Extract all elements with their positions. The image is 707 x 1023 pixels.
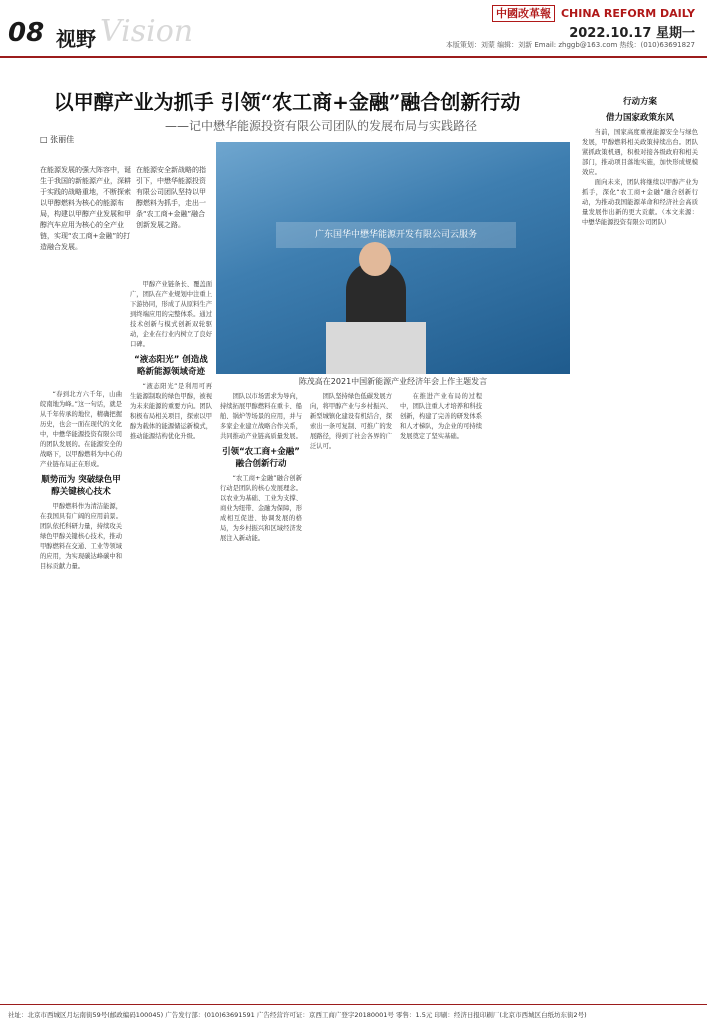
- col3-intro: 团队以市场需求为导向，持续拓展甲醇燃料在重卡、船舶、锅炉等场景的应用，并与多家企业建立战略合作关系，共同推动产业链高质量发展。: [220, 393, 302, 440]
- column-6: [582, 92, 698, 998]
- col1-intro: “春到北方六千年，山曲皖南地为峰。”这一句话，就是从千年传承的地位，精确把握历史，也会一面在现代的文化中，中懋华能源投资有限公司的团队发展的。在能源安全的战略下，以甲醇燃料为中心的产业链布局正在形成。: [40, 391, 122, 468]
- article-title: 以甲醇产业为抓手 引领“农工商+金融”融合创新行动: [53, 90, 521, 114]
- article-author: □ 张丽佳: [40, 135, 75, 144]
- section-name: 视野: [56, 27, 96, 51]
- header-divider: [0, 56, 707, 58]
- column-3: [220, 392, 302, 1000]
- column-2: [130, 280, 212, 1000]
- abstract-2: 在能源安全新战略的指引下，中懋华能源投资有限公司团队坚持以甲醇燃料为抓手，走出一条“农工商+金融”融合创新发展之路。: [136, 166, 206, 229]
- podium: [326, 322, 426, 374]
- brand-cn: 中國改革報: [492, 5, 555, 22]
- col6-heading-2: 借力国家政策东风: [605, 113, 674, 123]
- page-number: 08: [8, 18, 45, 48]
- col3-heading: 引领“农工商+金融” 融合创新行动: [222, 447, 300, 469]
- col7-text: 面向未来，团队将继续以甲醇产业为抓手，深化“农工商+金融”融合创新行动，为推动我国能源革命和经济社会高质量发展作出新的更大贡献。（本文来源：中懋华能源投资有限公司团队）: [582, 179, 698, 226]
- issue-date: 2022.10.17 星期一: [569, 26, 695, 41]
- col2-intro: 甲醇产业链条长、覆盖面广，团队在产业规划中注重上下游协同，形成了从原料生产到终端应用的完整体系。通过技术创新与模式创新双轮驱动，企业在行业内树立了良好口碑。: [130, 281, 212, 348]
- article-subtitle: ——记中懋华能源投资有限公司团队的发展布局与实践路径: [165, 119, 478, 133]
- col2-body: “液态阳光”是利用可再生能源制取的绿色甲醇，被视为未来能源的重要方向。团队积极布局相关项目，探索以甲醇为载体的能源储运新模式，推动能源结构优化升级。: [130, 383, 212, 440]
- speaker-head: [359, 242, 391, 276]
- col4-text: 团队坚持绿色低碳发展方向，将甲醇产业与乡村振兴、新型城镇化建设有机结合，探索出一条可复制、可推广的发展路径，得到了社会各界的广泛认可。: [310, 393, 392, 450]
- column-5: [400, 392, 482, 1000]
- abstract-1: 在能源发展的强大阵容中，诞生于我国的新能源产业，深耕于实践的战略重地，不断探索以甲醇燃料为核心的能源布局，构建以甲醇产业发展和甲醇汽车应用为核心的全产业链，实现“农工商+金融”的打造融合发展。: [40, 166, 131, 251]
- section-name-en: Vision: [100, 14, 194, 49]
- col2-heading: “液态阳光” 创造战略新能源领域奇迹: [134, 355, 208, 377]
- newspaper-brand: [492, 5, 695, 21]
- page-footer: 社址：北京市西城区月坛南街59号(邮政编码100045) 广告发行部：(010)63691591 广告经营许可证：京西工商广登字20180001号 零售：1.5元 印刷：经济日报印刷厂(北京市西城区白纸坊东街2号): [0, 1004, 707, 1023]
- col6-heading-1: 行动方案: [622, 97, 657, 107]
- page-header: [0, 0, 707, 56]
- column-1: [40, 390, 122, 1000]
- col1-body: 甲醇燃料作为清洁能源，在我国具有广阔的应用前景。团队依托科研力量，持续攻关绿色甲醇关键核心技术，推动甲醇燃料在交通、工业等领域的应用，为实现碳达峰碳中和目标贡献力量。: [40, 503, 122, 570]
- col3-body: “农工商+金融”融合创新行动是团队的核心发展理念。以农业为基础、工业为支撑、商业为纽带、金融为保障，形成相互促进、协调发展的格局，为乡村振兴和区域经济发展注入新动能。: [220, 475, 302, 542]
- col5-text: 在推进产业布局的过程中，团队注重人才培养和科技创新，构建了完善的研发体系和人才梯队，为企业的可持续发展奠定了坚实基础。: [400, 393, 482, 440]
- article-photo: [216, 142, 570, 374]
- photo-banner: 广东国华中懋华能源开发有限公司云服务: [276, 222, 516, 248]
- column-4: [310, 392, 392, 1000]
- col6-text: 当前，国家高度重视能源安全与绿色发展，甲醇燃料相关政策持续出台。团队紧抓政策机遇，积极对接各级政府和相关部门，推动项目落地实施，加快形成规模效应。: [582, 129, 698, 176]
- editor-meta: 本版策划：刘蒙 编辑：刘新 Email: zhggb@163.com 热线：(010)63691827: [445, 41, 695, 49]
- brand-en: CHINA REFORM DAILY: [560, 7, 695, 20]
- col1-heading: 顺势而为 突破绿色甲醇关键核心技术: [41, 475, 121, 497]
- photo-caption: 陈茂高在2021中国新能源产业经济年会上作主题发言: [298, 377, 488, 386]
